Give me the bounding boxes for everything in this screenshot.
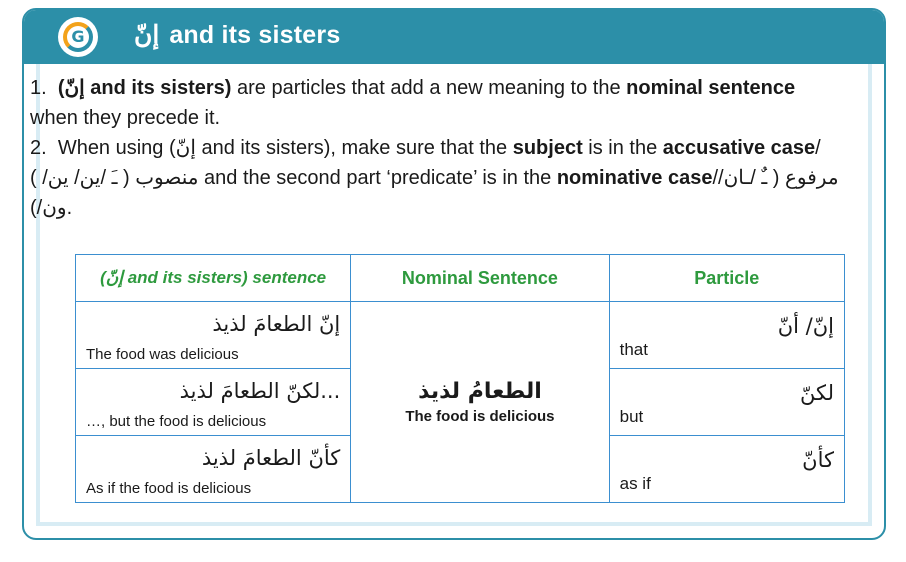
table-header-row bbox=[76, 255, 845, 302]
rule-1: 1. (إنّ and its sisters) are particles that add a new meaning to the nominal sentence when they precede it. bbox=[30, 77, 796, 129]
sentence-cell bbox=[76, 436, 351, 503]
particle-cell bbox=[609, 369, 844, 436]
sentence-cell bbox=[76, 302, 351, 369]
sentence-english: As if the food is delicious bbox=[86, 480, 252, 497]
table-row bbox=[76, 302, 845, 369]
header-nominal: Nominal Sentence bbox=[351, 255, 609, 302]
header-particle: Particle bbox=[609, 255, 844, 302]
sentence-english: …, but the food is delicious bbox=[86, 413, 267, 430]
particle-english: but bbox=[619, 407, 644, 426]
particle-english: that bbox=[619, 340, 648, 359]
particle-cell bbox=[609, 436, 844, 503]
nominal-cell bbox=[351, 302, 609, 503]
header-bar bbox=[24, 10, 884, 64]
header-sentence: (إنّ and its sisters) sentence bbox=[76, 255, 351, 302]
sentence-arabic: كأنّ الطعامَ لذيذ bbox=[201, 446, 341, 470]
sentence-arabic: ...لكنّ الطعامَ لذيذ bbox=[179, 379, 341, 403]
page-title bbox=[134, 20, 340, 50]
rules-text bbox=[30, 73, 840, 223]
logo-icon: G bbox=[58, 17, 98, 57]
title-arabic: إنّ bbox=[134, 21, 160, 49]
particle-english: as if bbox=[619, 474, 651, 493]
rule-2: 2. When using (إنّ and its sisters), make sure that the subject is in the accusative case/منصوب ( ـَ /ين/ ين/ ) and the second part ‘predicate’ is in the nominative case/مرفوع ( ـٌ /ـان/ ون/). bbox=[30, 137, 839, 219]
sentence-english: The food was delicious bbox=[86, 346, 239, 363]
title-english: and its sisters bbox=[169, 21, 341, 49]
nominal-arabic: الطعامُ لذيذ bbox=[418, 379, 542, 404]
particle-cell bbox=[609, 302, 844, 369]
particle-arabic: كأنّ bbox=[802, 448, 834, 472]
sentence-arabic: إنّ الطعامَ لذيذ bbox=[212, 312, 341, 336]
particle-arabic: لكنّ bbox=[800, 381, 834, 405]
particles-table bbox=[75, 254, 845, 503]
nominal-english: The food is delicious bbox=[405, 408, 555, 425]
particle-arabic: إنّ/ أنّ bbox=[777, 314, 834, 338]
sentence-cell bbox=[76, 369, 351, 436]
